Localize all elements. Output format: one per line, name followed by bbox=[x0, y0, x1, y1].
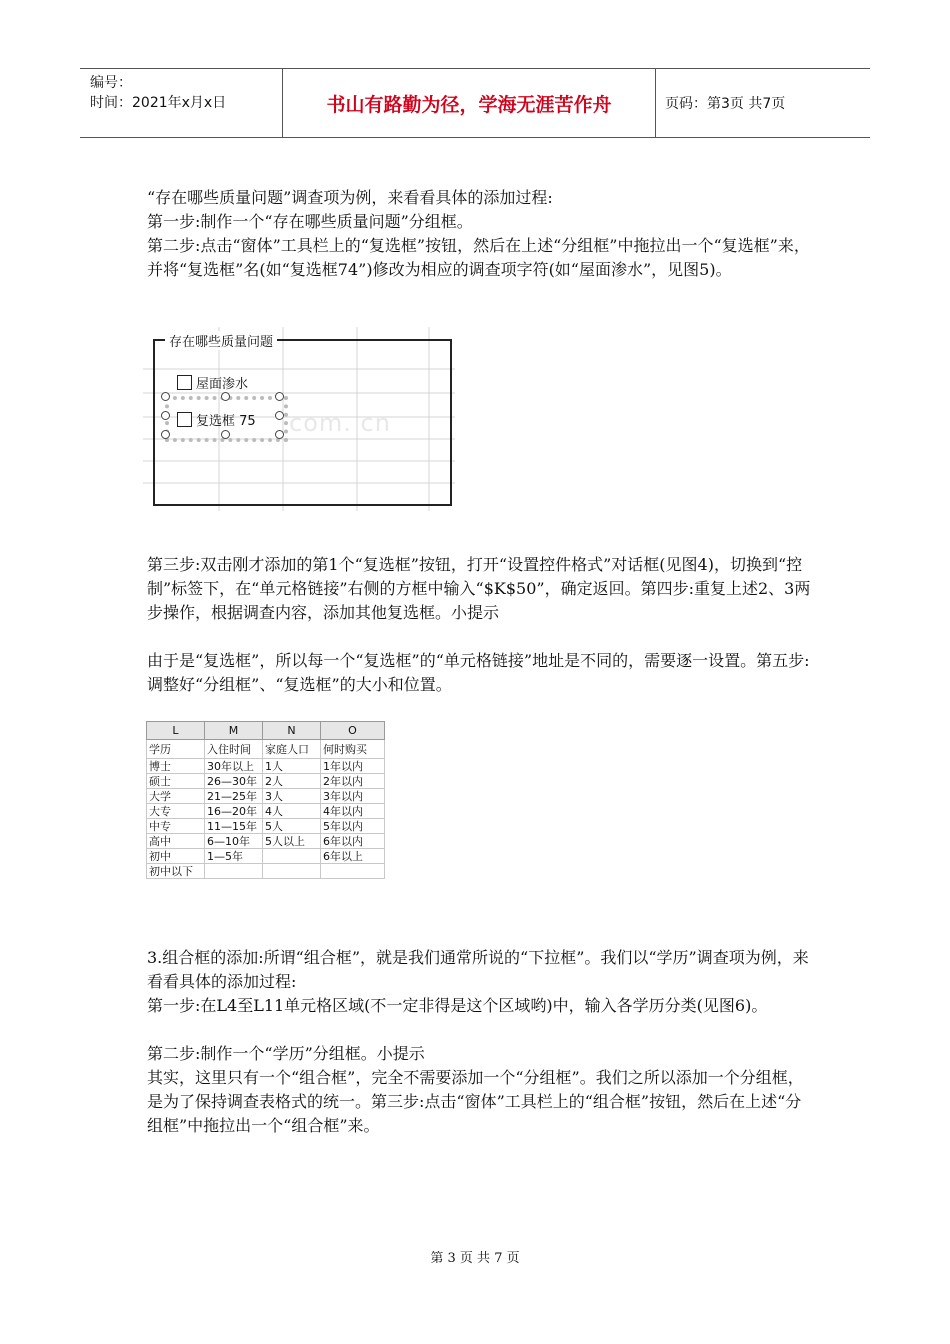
table-row bbox=[147, 774, 385, 789]
doc-number-label: 编号： bbox=[90, 75, 132, 91]
checkbox-new[interactable] bbox=[177, 410, 256, 429]
cell[interactable]: 2年以内 bbox=[321, 774, 385, 789]
paragraph-combobox-intro: 3.组合框的添加:所谓“组合框”，就是我们通常所说的“下拉框”。我们以“学历”调查项为例，来看看具体的添加过程: bbox=[147, 948, 809, 991]
cell[interactable]: 硕士 bbox=[147, 774, 205, 789]
table-row bbox=[147, 849, 385, 864]
cell[interactable] bbox=[263, 864, 321, 879]
resize-handle[interactable] bbox=[221, 430, 230, 439]
figure-spreadsheet bbox=[146, 721, 384, 889]
cell[interactable]: 5人 bbox=[263, 819, 321, 834]
cell[interactable]: 6—10年 bbox=[205, 834, 263, 849]
resize-handle[interactable] bbox=[221, 392, 230, 401]
paragraph-step2: 第二步:点击“窗体”工具栏上的“复选框”按钮，然后在上述“分组框”中拖拉出一个“复选框”来，并将“复选框”名(如“复选框74”)修改为相应的调查项字符(如“屋面渗水”，见图5)。 bbox=[147, 236, 810, 279]
cell[interactable]: 大专 bbox=[147, 804, 205, 819]
cell[interactable] bbox=[205, 864, 263, 879]
paragraph-combobox-step1: 第一步:在L4至L11单元格区域(不一定非得是这个区域哟)中，输入各学历分类(见图6)。 bbox=[147, 996, 768, 1015]
paragraph-step3-4: 第三步:双击刚才添加的第1个“复选框”按钮，打开“设置控件格式”对话框(见图4)，切换到“控制”标签下，在“单元格链接”右侧的方框中输入“$K$50”，确定返回。第四步:重复上述2、3两步操作，根据调查内容，添加其他复选框。小提示 bbox=[147, 555, 811, 622]
table-row bbox=[147, 834, 385, 849]
resize-handle[interactable] bbox=[275, 430, 284, 439]
watermark-text: com. cn bbox=[289, 409, 391, 437]
figure-groupbox bbox=[143, 327, 455, 511]
table-row bbox=[147, 759, 385, 774]
checkbox-label: 屋面渗水 bbox=[196, 377, 249, 392]
resize-handle[interactable] bbox=[275, 411, 284, 420]
cell[interactable]: 4年以内 bbox=[321, 804, 385, 819]
cell[interactable]: 3人 bbox=[263, 789, 321, 804]
cell[interactable]: 16—20年 bbox=[205, 804, 263, 819]
cell[interactable]: 初中以下 bbox=[147, 864, 205, 879]
table-row bbox=[147, 789, 385, 804]
paragraph-tip1: 由于是“复选框”，所以每一个“复选框”的“单元格链接”地址是不同的，需要逐一设置。第五步:调整好“分组框”、“复选框”的大小和位置。 bbox=[147, 651, 810, 694]
column-header[interactable]: N bbox=[263, 722, 321, 740]
cell[interactable]: 21—25年 bbox=[205, 789, 263, 804]
paragraph-intro: “存在哪些质量问题”调查项为例，来看看具体的添加过程: bbox=[147, 188, 553, 207]
column-header[interactable]: O bbox=[321, 722, 385, 740]
cell[interactable]: 5人以上 bbox=[263, 834, 321, 849]
page-footer: 第 3 页 共 7 页 bbox=[430, 1251, 520, 1266]
cell[interactable]: 家庭人口 bbox=[263, 740, 321, 759]
cell[interactable]: 博士 bbox=[147, 759, 205, 774]
resize-handle[interactable] bbox=[275, 392, 284, 401]
spreadsheet-table bbox=[146, 721, 385, 879]
paragraph-tip2: 其实，这里只有一个“组合框”，完全不需要添加一个“分组框”。我们之所以添加一个分组框，是为了保持调查表格式的统一。第三步:点击“窗体”工具栏上的“组合框”按钮，然后在上述“分组框”中拖拉出一个“组合框”来。 bbox=[147, 1068, 804, 1135]
paragraph-combobox-step2: 第二步:制作一个“学历”分组框。小提示 bbox=[147, 1044, 425, 1063]
cell[interactable]: 30年以上 bbox=[205, 759, 263, 774]
cell[interactable]: 中专 bbox=[147, 819, 205, 834]
cell[interactable]: 11—15年 bbox=[205, 819, 263, 834]
cell[interactable] bbox=[321, 864, 385, 879]
cell[interactable]: 1—5年 bbox=[205, 849, 263, 864]
cell[interactable]: 26—30年 bbox=[205, 774, 263, 789]
cell[interactable]: 学历 bbox=[147, 740, 205, 759]
table-row bbox=[147, 864, 385, 879]
resize-handle[interactable] bbox=[161, 411, 170, 420]
cell[interactable]: 高中 bbox=[147, 834, 205, 849]
resize-handle[interactable] bbox=[161, 392, 170, 401]
checkbox-roof-leak[interactable] bbox=[177, 373, 248, 392]
cell[interactable]: 大学 bbox=[147, 789, 205, 804]
cell[interactable]: 何时购买 bbox=[321, 740, 385, 759]
cell[interactable]: 入住时间 bbox=[205, 740, 263, 759]
cell[interactable]: 2人 bbox=[263, 774, 321, 789]
table-row bbox=[147, 740, 385, 759]
column-header[interactable]: M bbox=[205, 722, 263, 740]
resize-handle[interactable] bbox=[161, 430, 170, 439]
group-box-title: 存在哪些质量问题 bbox=[165, 331, 277, 350]
header-page-info: 页码：第3页 共7页 bbox=[665, 96, 786, 112]
cell[interactable]: 6年以内 bbox=[321, 834, 385, 849]
doc-time-label: 时间：2021年x月x日 bbox=[90, 95, 227, 111]
checkbox-square-icon[interactable] bbox=[177, 412, 192, 427]
cell[interactable]: 6年以上 bbox=[321, 849, 385, 864]
header-meta bbox=[90, 73, 226, 113]
cell[interactable]: 初中 bbox=[147, 849, 205, 864]
cell[interactable]: 1年以内 bbox=[321, 759, 385, 774]
column-header[interactable]: L bbox=[147, 722, 205, 740]
table-row bbox=[147, 804, 385, 819]
cell[interactable]: 1人 bbox=[263, 759, 321, 774]
paragraph-step1: 第一步:制作一个“存在哪些质量问题”分组框。 bbox=[147, 212, 473, 231]
page-header bbox=[80, 68, 870, 138]
header-motto: 书山有路勤为径，学海无涯苦作舟 bbox=[282, 69, 656, 137]
checkbox-square-icon[interactable] bbox=[177, 375, 192, 390]
cell[interactable]: 4人 bbox=[263, 804, 321, 819]
cell[interactable] bbox=[263, 849, 321, 864]
checkbox-label: 复选框 75 bbox=[196, 414, 256, 429]
table-row bbox=[147, 819, 385, 834]
cell[interactable]: 5年以内 bbox=[321, 819, 385, 834]
cell[interactable]: 3年以内 bbox=[321, 789, 385, 804]
